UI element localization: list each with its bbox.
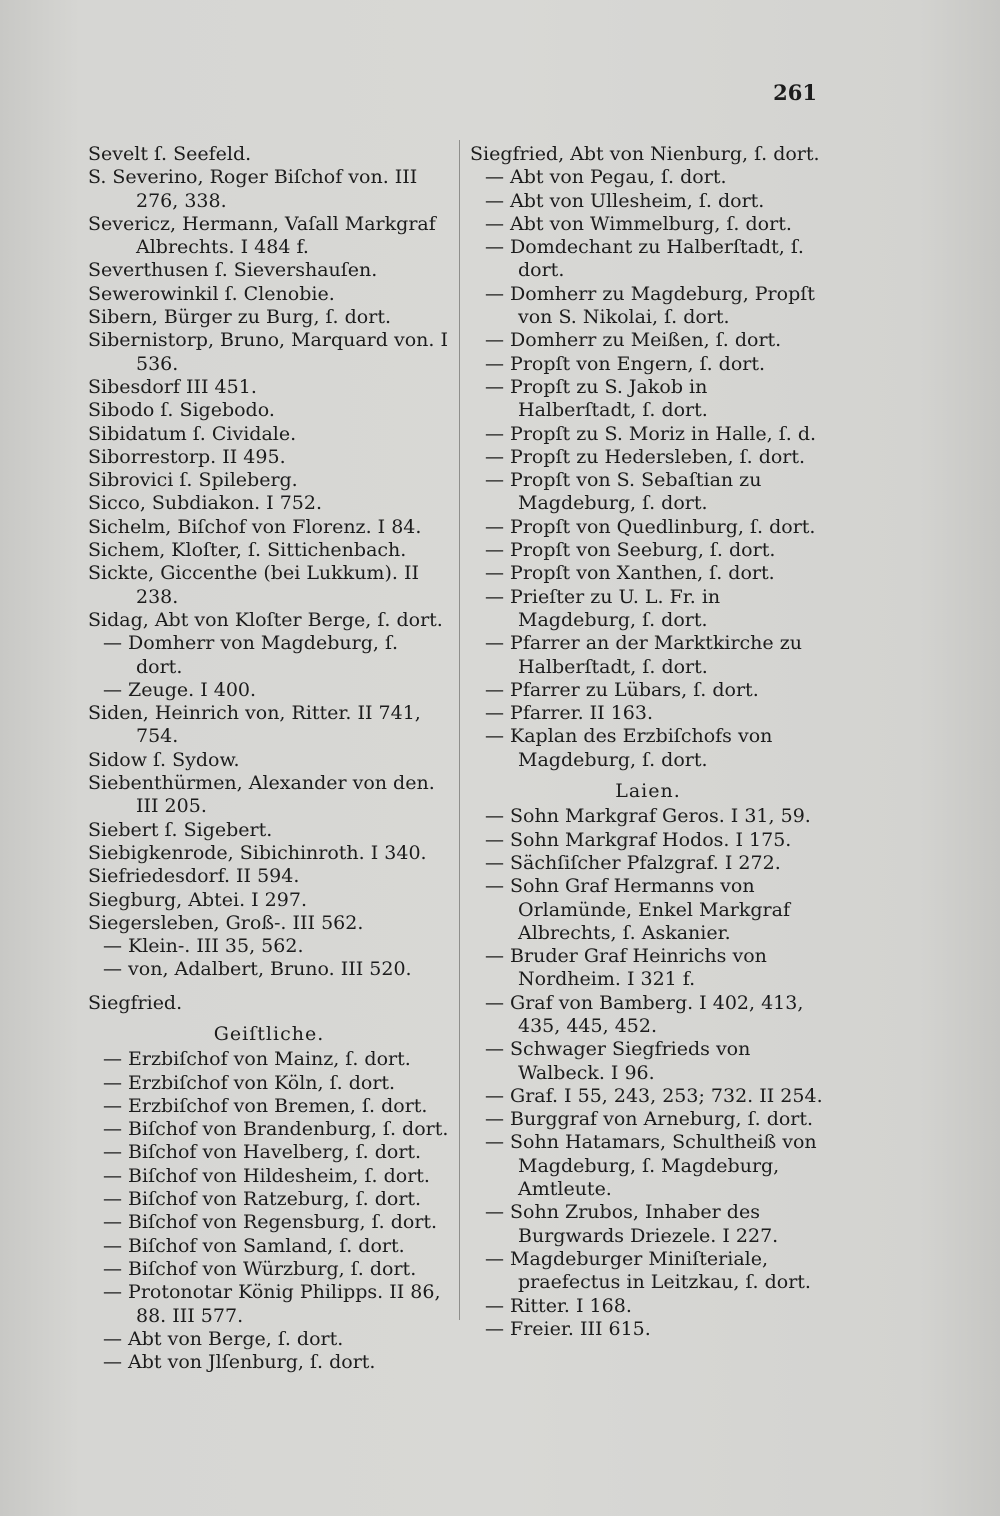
index-entry: — Freier. III 615. xyxy=(485,1317,651,1340)
index-entry: Siegfried, Abt von Nienburg, ſ. dort. xyxy=(470,143,820,165)
index-entry: — Propſt zu S. Moriz in Halle, ſ. d. xyxy=(485,422,817,445)
index-entry: Sibodo ſ. Sigebodo. xyxy=(88,399,275,422)
index-entry: Severicz, Hermann, Vaſall Markgraf Albrechts. I 484 f. xyxy=(88,212,436,259)
index-entry: — Abt von Berge, ſ. dort. xyxy=(103,1327,344,1350)
index-entry: Sickte, Giccenthe (bei Lukkum). II 238. xyxy=(88,562,419,608)
index-entry: — Biſchof von Würzburg, ſ. dort. xyxy=(103,1257,417,1280)
index-entry: — Kaplan des Erzbiſchofs von Magdeburg, ſ. dort. xyxy=(485,725,773,771)
index-entry: Sidag, Abt von Kloſter Berge, ſ. dort. xyxy=(88,608,443,631)
index-entry: — Propſt zu Hedersleben, ſ. dort. xyxy=(485,445,806,468)
index-entry: — Sohn Markgraf Hodos. I 175. xyxy=(485,828,792,851)
index-entry: Sewerowinkil ſ. Clenobie. xyxy=(88,282,335,305)
index-entry: — Erzbiſchof von Mainz, ſ. dort. xyxy=(103,1048,411,1071)
index-entry: Siebigkenrode, Sibichinroth. I 340. xyxy=(88,841,427,864)
column-divider xyxy=(459,140,460,1320)
index-entry: — Biſchof von Regensburg, ſ. dort. xyxy=(103,1211,438,1234)
index-entry: — Biſchof von Brandenburg, ſ. dort. xyxy=(103,1118,449,1141)
index-entry: Siebenthürmen, Alexander von den. III 205. xyxy=(88,772,435,818)
section-heading: Laien. xyxy=(615,780,681,803)
index-entry: Siegburg, Abtei. I 297. xyxy=(88,888,307,911)
index-entry: — Domdechant zu Halberſtadt, ſ. dort. xyxy=(485,236,804,282)
index-entry: — Schwager Siegfrieds von Walbeck. I 96. xyxy=(485,1038,751,1084)
left-column xyxy=(88,143,450,1374)
index-entry: — Propſt von S. Sebaſtian zu Magdeburg, ſ. dort. xyxy=(485,469,762,515)
index-entry: Siefriedesdorf. II 594. xyxy=(88,865,300,888)
index-entry: — Biſchof von Samland, ſ. dort. xyxy=(103,1234,405,1257)
section-heading: Geiſtliche. xyxy=(213,1022,325,1045)
index-entry: — Pfarrer zu Lübars, ſ. dort. xyxy=(485,678,759,701)
index-entry: — Sächſiſcher Pfalzgraf. I 272. xyxy=(485,851,781,874)
index-entry: — Zeuge. I 400. xyxy=(103,678,257,701)
index-entry: Sicco, Subdiakon. I 752. xyxy=(88,492,322,515)
index-entry: — Propſt von Quedlinburg, ſ. dort. xyxy=(485,515,816,538)
index-entry: — Sohn Graf Hermanns von Orlamünde, Enkel Markgraf Albrechts, ſ. Askanier. xyxy=(485,875,791,944)
right-column xyxy=(470,143,826,1341)
index-entry: Siebert ſ. Sigebert. xyxy=(88,818,273,841)
page-number: 261 xyxy=(773,80,817,105)
index-entry: — Graf von Bamberg. I 402, 413, 435, 445, 452. xyxy=(485,991,804,1037)
index-entry: Siegersleben, Groß-. III 562. xyxy=(88,911,364,934)
index-entry: — Abt von Pegau, ſ. dort. xyxy=(485,166,727,189)
index-entry: — Erzbiſchof von Bremen, ſ. dort. xyxy=(103,1094,428,1117)
index-entry: Sibesdorf III 451. xyxy=(88,375,257,398)
index-entry: — Biſchof von Ratzeburg, ſ. dort. xyxy=(103,1188,422,1211)
index-entry: — Abt von Ullesheim, ſ. dort. xyxy=(485,189,765,212)
index-entry: — Protonotar König Philipps. II 86, 88. III 577. xyxy=(103,1281,441,1327)
index-entry: — Pfarrer an der Marktkirche zu Halberſtadt, ſ. dort. xyxy=(485,632,802,678)
index-entry: S. Severino, Roger Biſchof von. III 276, 338. xyxy=(88,166,418,212)
index-entry: — Biſchof von Hildesheim, ſ. dort. xyxy=(103,1164,430,1187)
index-entry: — Abt von Wimmelburg, ſ. dort. xyxy=(485,212,792,235)
index-entry: Sevelt ſ. Seefeld. xyxy=(88,143,252,165)
index-entry: Sibernistorp, Bruno, Marquard von. I 536. xyxy=(88,329,448,375)
index-entry: — Pfarrer. II 163. xyxy=(485,702,654,725)
index-entry: Sidow ſ. Sydow. xyxy=(88,748,240,771)
index-entry: — Klein-. III 35, 562. xyxy=(103,935,304,958)
index-entry: Sichelm, Biſchof von Florenz. I 84. xyxy=(88,515,422,538)
index-entry: — Sohn Zrubos, Inhaber des Burgwards Driezele. I 227. xyxy=(485,1201,779,1247)
index-entry: — Biſchof von Havelberg, ſ. dort. xyxy=(103,1141,422,1164)
index-entry: — Burggraf von Arneburg, ſ. dort. xyxy=(485,1108,814,1131)
index-entry: — Abt von Jlſenburg, ſ. dort. xyxy=(103,1351,376,1374)
index-entry: Sibrovici ſ. Spileberg. xyxy=(88,469,298,492)
index-entry: Sichem, Kloſter, ſ. Sittichenbach. xyxy=(88,539,407,562)
index-entry: Sibern, Bürger zu Burg, ſ. dort. xyxy=(88,306,391,329)
spacer xyxy=(88,982,450,992)
index-entry: Siden, Heinrich von, Ritter. II 741, 754. xyxy=(88,702,421,748)
index-entry: Siegfried. xyxy=(88,991,183,1014)
index-entry: — Propſt von Seeburg, ſ. dort. xyxy=(485,539,776,562)
index-entry: — Domherr zu Magdeburg, Propſt von S. Nikolai, ſ. dort. xyxy=(485,282,815,329)
index-entry: — Bruder Graf Heinrichs von Nordheim. I 321 f. xyxy=(485,945,767,991)
index-entry: — Graf. I 55, 243, 253; 732. II 254. xyxy=(485,1084,823,1107)
index-entry: — Propſt von Xanthen, ſ. dort. xyxy=(485,562,775,585)
index-entry: — Erzbiſchof von Köln, ſ. dort. xyxy=(103,1071,396,1094)
index-entry: — Sohn Markgraf Geros. I 31, 59. xyxy=(485,805,811,828)
index-entry: — Sohn Hatamars, Schultheiß von Magdeburg, ſ. Magdeburg, Amtleute. xyxy=(485,1131,817,1201)
index-entry: — Propſt zu S. Jakob in Halberſtadt, ſ. dort. xyxy=(485,375,708,422)
index-entry: Sibidatum ſ. Cividale. xyxy=(88,422,297,445)
index-entry: — Ritter. I 168. xyxy=(485,1294,632,1317)
index-entry: — Prieſter zu U. L. Fr. in Magdeburg, ſ. dort. xyxy=(485,585,721,631)
index-entry: Siborrestorp. II 495. xyxy=(88,445,286,468)
index-entry: Severthusen ſ. Sievershauſen. xyxy=(88,259,378,282)
index-entry: — Propſt von Engern, ſ. dort. xyxy=(485,352,766,375)
index-entry: — von, Adalbert, Bruno. III 520. xyxy=(103,958,412,981)
index-entry: — Domherr zu Meißen, ſ. dort. xyxy=(485,329,782,352)
index-entry: — Domherr von Magdeburg, ſ. dort. xyxy=(103,632,399,678)
index-entry: — Magdeburger Miniſteriale, praefectus in Leitzkau, ſ. dort. xyxy=(485,1247,811,1294)
